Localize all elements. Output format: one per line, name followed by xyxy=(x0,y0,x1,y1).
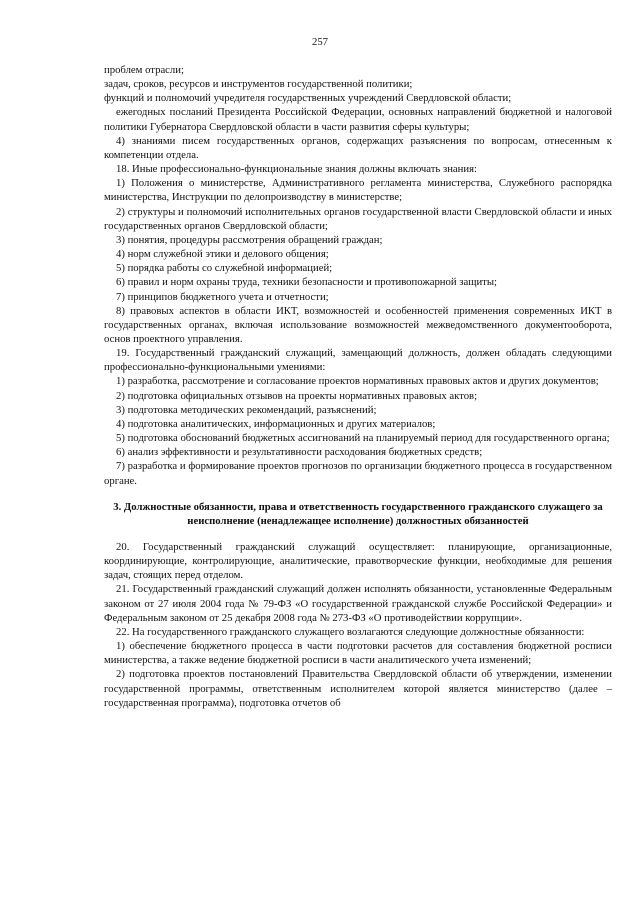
paragraph: 3) подготовка методических рекомендаций, разъяснений; xyxy=(116,403,377,416)
paragraph: 2) структуры и полномочий исполнительных органов государственной власти Свердловской области и иных государственных органов Свердловской области; xyxy=(104,205,612,232)
paragraph: задач, сроков, ресурсов и инструментов государственной политики; xyxy=(104,78,413,91)
paragraph: 4) подготовка аналитических, информационных и других материалов; xyxy=(116,417,436,430)
section-knowledge xyxy=(104,63,612,488)
section-duties xyxy=(104,540,612,710)
paragraph: 1) Положения о министерстве, Административного регламента министерства, Служебного распорядка министерства, Инструкции по делопроизводству в министерстве; xyxy=(104,177,612,204)
paragraph: 5) подготовка обоснований бюджетных ассигнований на планируемый период для государственного органа; xyxy=(116,432,610,445)
paragraph: 1) обеспечение бюджетного процесса в части подготовки расчетов для составления бюджетной росписи министерства, а также ведение бюджетной росписи в части аналитического учета изменений; xyxy=(104,640,612,667)
paragraph: 7) принципов бюджетного учета и отчетности; xyxy=(116,290,329,303)
paragraph: 2) подготовка официальных отзывов на проекты нормативных правовых актов; xyxy=(116,389,478,402)
paragraph: 20. Государственный гражданский служащий осуществляет: планирующие, организационные, координирующие, контролирующие, аналитические, правотворческие функции, необходимые для решения задач, стоящих перед отделом. xyxy=(104,541,612,582)
paragraph: 4) знаниями писем государственных органов, содержащих разъяснения по вопросам, отнесенным к компетенции отдела. xyxy=(104,134,612,161)
paragraph: 7) разработка и формирование проектов прогнозов по организации бюджетного процесса в государственном органе. xyxy=(104,460,612,487)
page-number: 257 xyxy=(311,36,329,48)
paragraph: функций и полномочий учредителя государственных учреждений Свердловской области; xyxy=(104,92,512,105)
paragraph: проблем отрасли; xyxy=(104,64,184,76)
paragraph: 6) правил и норм охраны труда, техники безопасности и противопожарной защиты; xyxy=(116,276,497,289)
document-body xyxy=(104,63,612,710)
paragraph: ежегодных посланий Президента Российской Федерации, основных направлений бюджетной и налоговой политики Губернатора Свердловской области в части развития сферы культуры; xyxy=(104,106,612,133)
paragraph: 22. На государственного гражданского служащего возлагаются следующие должностные обязанности: xyxy=(116,625,585,638)
paragraph: 19. Государственный гражданский служащий, замещающий должность, должен обладать следующими профессионально-функциональными умениями: xyxy=(104,347,612,374)
paragraph: 2) подготовка проектов постановлений Правительства Свердловской области об утверждении, изменении государственной программы, ответственным исполнителем которой является министерство (далее – государственная программа), подготовка отчетов об xyxy=(104,668,612,709)
paragraph: 4) норм служебной этики и делового общения; xyxy=(116,248,329,261)
paragraph: 5) порядка работы со служебной информацией; xyxy=(116,262,333,275)
paragraph: 1) разработка, рассмотрение и согласование проектов нормативных правовых актов и других документов; xyxy=(116,375,599,388)
paragraph: 3) понятия, процедуры рассмотрения обращений граждан; xyxy=(116,233,383,246)
paragraph: 6) анализ эффективности и результативности расходования бюджетных средств; xyxy=(116,446,483,459)
paragraph: 18. Иные профессионально-функциональные знания должны включать знания: xyxy=(116,163,477,176)
paragraph: 8) правовых аспектов в области ИКТ, возможностей и особенностей применения современных ИКТ в государственных органах, включая использование возможностей межведомственного документооборота, основ проектного управления. xyxy=(104,304,612,345)
section-heading: 3. Должностные обязанности, права и ответственность государственного гражданского служащего за неисполнение (ненадлежащее исполнение) должностных обязанностей xyxy=(113,500,603,527)
paragraph: 21. Государственный гражданский служащий должен исполнять обязанности, установленные Федеральным законом от 27 июля 2004 года № 79-ФЗ «О государственной гражданской службе Российской Федерации» и Федеральным законом от 25 декабря 2008 года № 273-ФЗ «О противодействии коррупции». xyxy=(104,583,612,624)
